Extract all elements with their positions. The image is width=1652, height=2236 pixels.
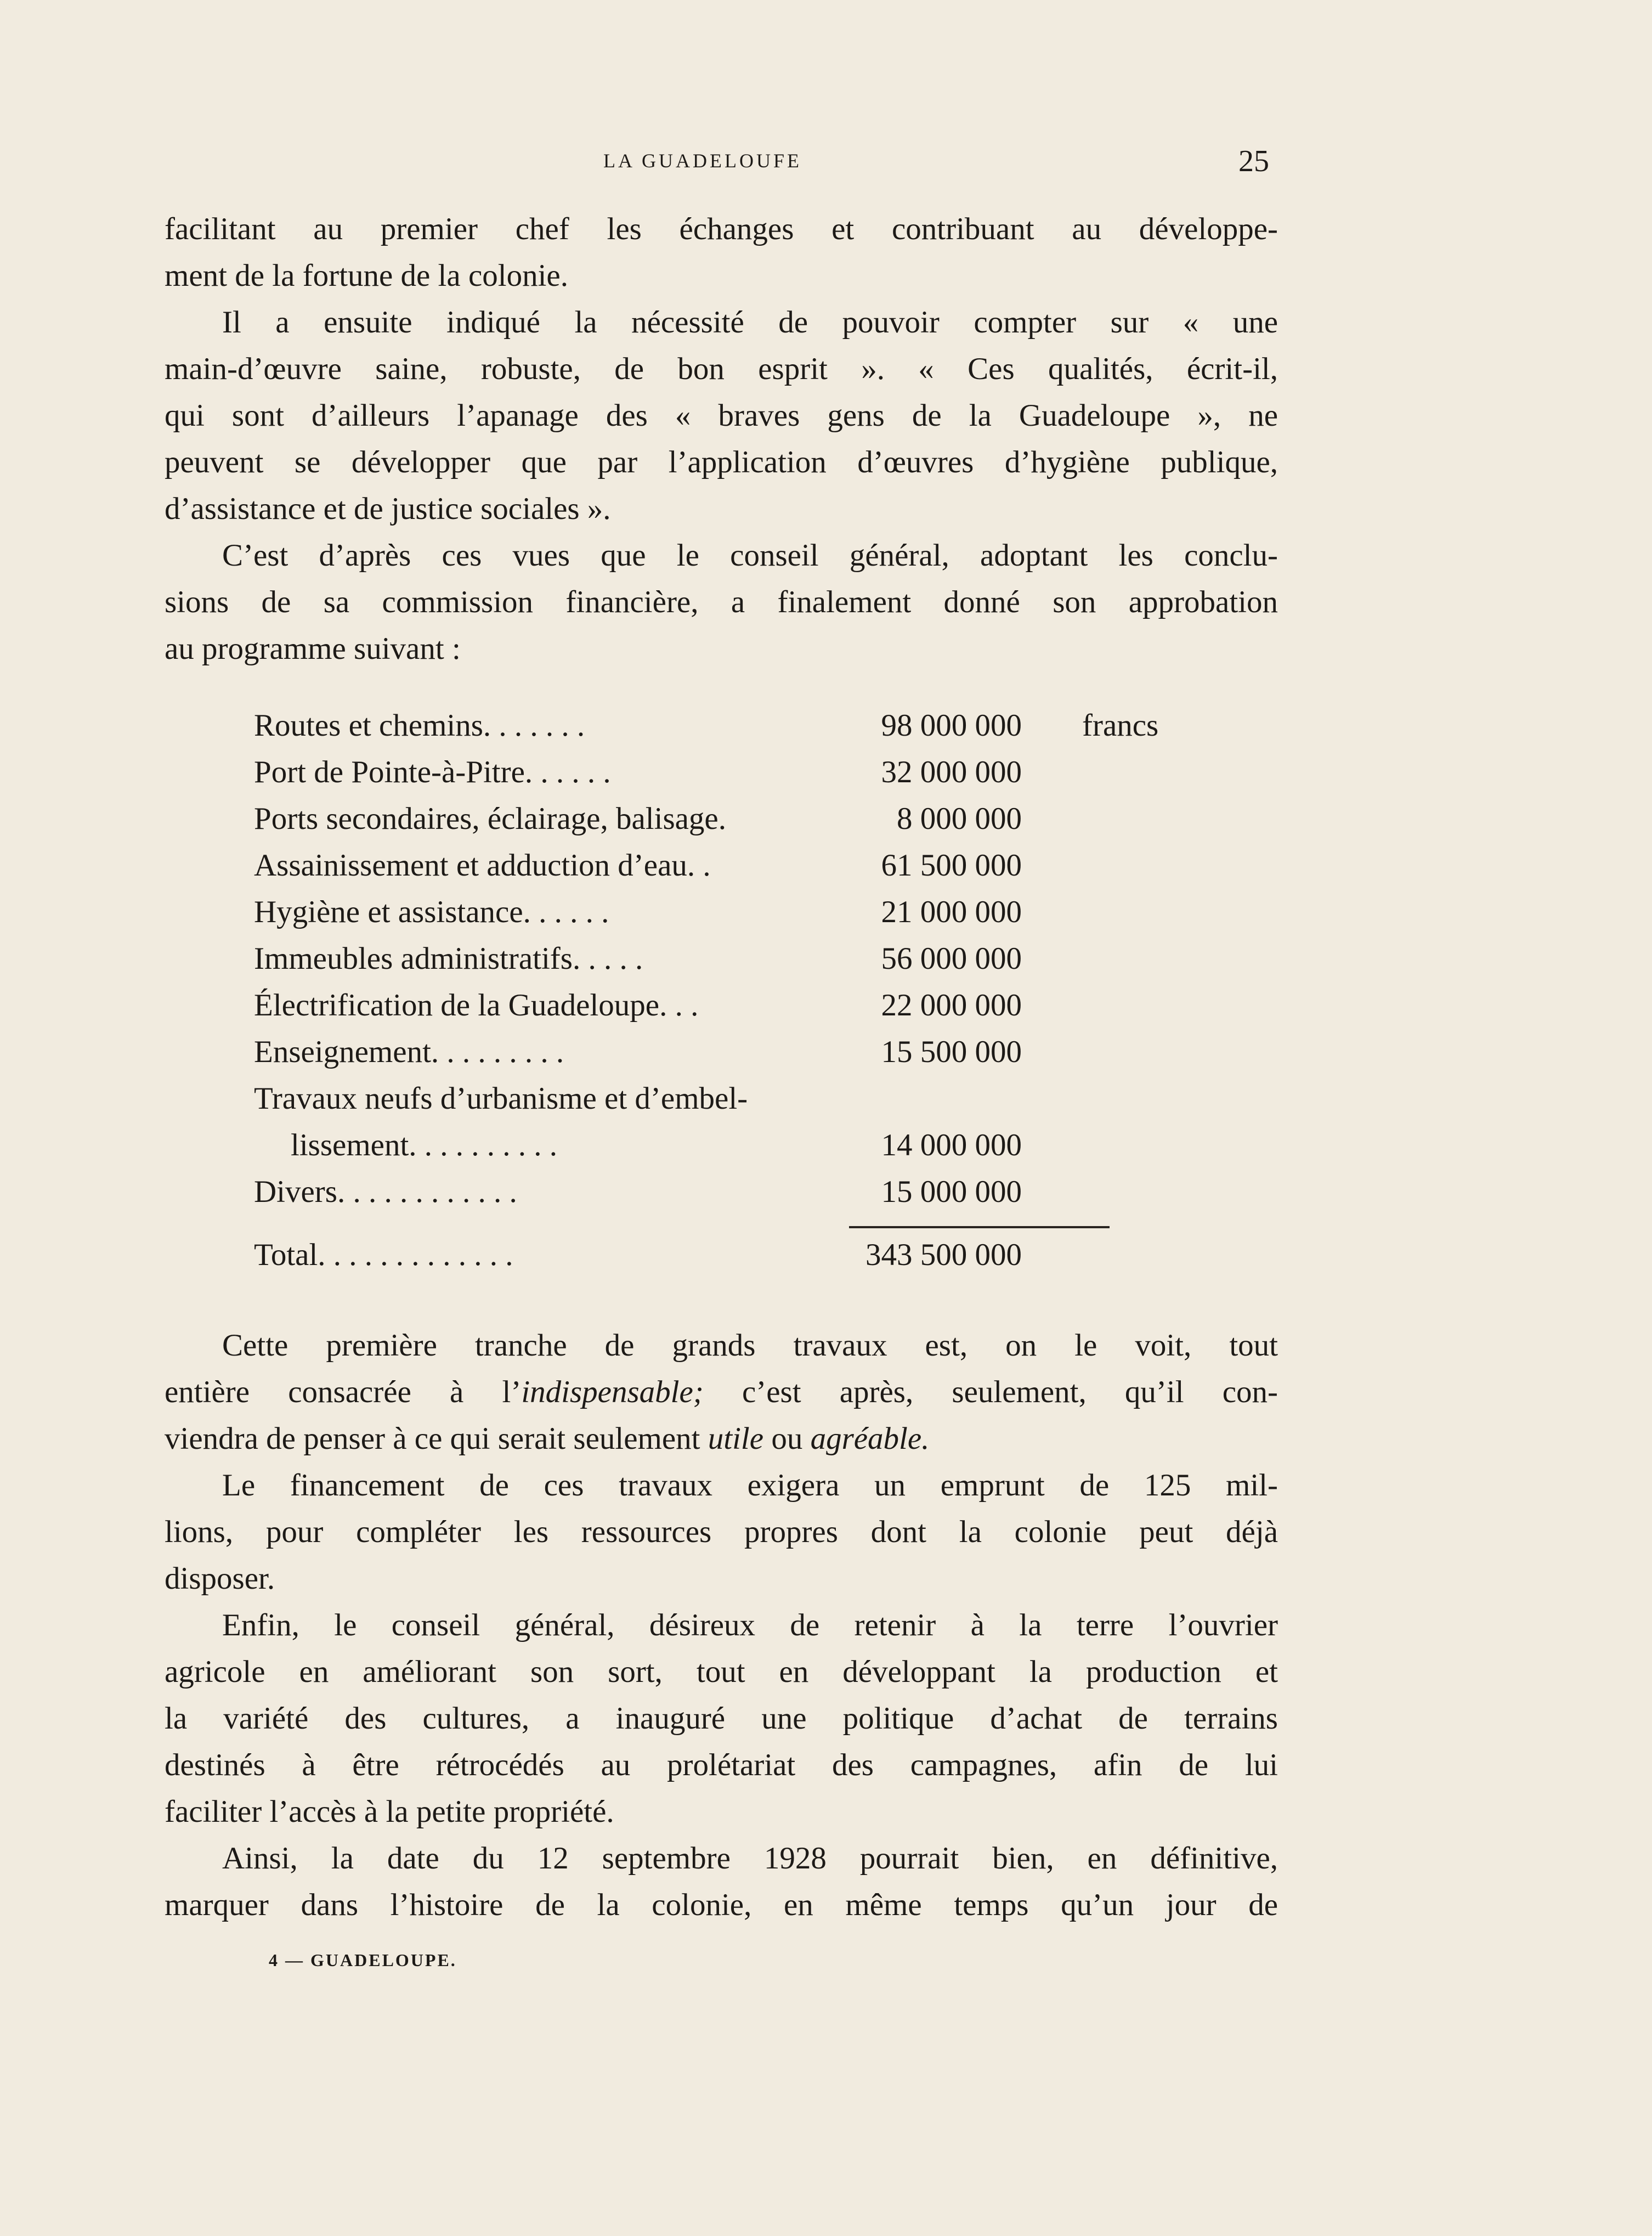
- text-line: Il a ensuite indiqué la nécessité de pouvoir compter sur « une: [222, 305, 1278, 340]
- row-amount: 56 000 000: [881, 941, 1022, 976]
- text-block-top: [165, 206, 1278, 672]
- row-label: Électrification de la Guadeloupe. . .: [254, 988, 699, 1023]
- row-amount: 98 000 000: [881, 708, 1022, 743]
- text-line: C’est d’après ces vues que le conseil général, adoptant les conclu-: [222, 538, 1278, 573]
- row-amount: 22 000 000: [881, 988, 1022, 1023]
- row-label: Hygiène et assistance. . . . . .: [254, 895, 609, 929]
- row-amount: 32 000 000: [881, 755, 1022, 789]
- text-line: lions, pour compléter les ressources propres dont la colonie peut déjà: [165, 1515, 1278, 1549]
- text-line: main-d’œuvre saine, robuste, de bon esprit ». « Ces qualités, écrit-il,: [165, 352, 1278, 386]
- table-row: [254, 1127, 1241, 1174]
- table-row: [254, 1081, 1241, 1127]
- text-line: peuvent se développer que par l’application d’œuvres d’hygiène publique,: [165, 445, 1278, 479]
- text-fragment: ou: [763, 1421, 811, 1456]
- table-row: [254, 708, 1241, 754]
- text-line: Cette première tranche de grands travaux est, on le voit, tout: [222, 1328, 1278, 1363]
- text-line: agricole en améliorant son sort, tout en développant la production et: [165, 1655, 1278, 1689]
- text-line: disposer.: [165, 1561, 275, 1596]
- budget-table: [254, 708, 1241, 1284]
- row-amount: 21 000 000: [881, 895, 1022, 929]
- page-number: 25: [1238, 144, 1269, 178]
- text-line: Ainsi, la date du 12 septembre 1928 pourrait bien, en définitive,: [222, 1841, 1278, 1876]
- table-row: [254, 941, 1241, 987]
- table-row: [254, 987, 1241, 1034]
- emphasis: indispensable;: [521, 1375, 704, 1409]
- row-amount: 61 500 000: [881, 848, 1022, 883]
- row-unit: francs: [1082, 708, 1159, 743]
- row-label: Travaux neufs d’urbanisme et d’embel-: [254, 1081, 748, 1116]
- signature-mark: 4 — GUADELOUPE.: [269, 1950, 457, 1970]
- text-line: la variété des cultures, a inauguré une politique d’achat de terrains: [165, 1701, 1278, 1736]
- text-line: faciliter l’accès à la petite propriété.: [165, 1794, 614, 1829]
- table-row: [254, 801, 1241, 848]
- row-label: Divers. . . . . . . . . . . .: [254, 1175, 517, 1209]
- emphasis: utile: [708, 1421, 764, 1456]
- row-label: Port de Pointe-à-Pitre. . . . . .: [254, 755, 611, 789]
- total-rule: [849, 1226, 1110, 1228]
- text-line: Enfin, le conseil général, désireux de retenir à la terre l’ouvrier: [222, 1608, 1278, 1642]
- total-row: [254, 1237, 1241, 1284]
- running-title: LA GUADELOUFE: [603, 150, 802, 172]
- text-line: [165, 1369, 1278, 1415]
- text-line: sions de sa commission financière, a finalement donné son approbation: [165, 585, 1278, 619]
- row-label: Immeubles administratifs. . . . .: [254, 941, 643, 976]
- row-amount: 14 000 000: [881, 1128, 1022, 1162]
- text-line: d’assistance et de justice sociales ».: [165, 492, 611, 526]
- text-line: marquer dans l’histoire de la colonie, en même temps qu’un jour de: [165, 1888, 1278, 1922]
- text-block-bottom: [165, 1322, 1278, 1928]
- text-line: destinés à être rétrocédés au prolétariat des campagnes, afin de lui: [165, 1748, 1278, 1782]
- text-fragment: c’est après, seulement, qu’il con-: [703, 1375, 1278, 1409]
- table-row: [254, 754, 1241, 801]
- text-fragment: entière consacrée à l’: [165, 1375, 522, 1409]
- text-line: [165, 1415, 1278, 1462]
- running-head: [0, 144, 1652, 182]
- text-line: ment de la fortune de la colonie.: [165, 258, 568, 293]
- row-label: lissement. . . . . . . . . .: [291, 1128, 558, 1162]
- row-label: Routes et chemins. . . . . . .: [254, 708, 585, 743]
- text-line: qui sont d’ailleurs l’apanage des « braves gens de la Guadeloupe », ne: [165, 398, 1278, 433]
- text-line: facilitant au premier chef les échanges et contribuant au développe-: [165, 212, 1278, 246]
- row-amount: 8 000 000: [897, 801, 1022, 836]
- table-row: [254, 848, 1241, 894]
- row-label: Assainissement et adduction d’eau. .: [254, 848, 711, 883]
- row-amount: 15 500 000: [881, 1035, 1022, 1069]
- table-row: [254, 1174, 1241, 1221]
- text-line: au programme suivant :: [165, 631, 461, 666]
- text-line: Le financement de ces travaux exigera un emprunt de 125 mil-: [222, 1468, 1278, 1503]
- table-row: [254, 894, 1241, 941]
- table-row: [254, 1034, 1241, 1081]
- text-fragment: viendra de penser à ce qui serait seulement: [165, 1421, 708, 1456]
- total-amount: 343 500 000: [865, 1238, 1022, 1272]
- total-label: Total. . . . . . . . . . . . .: [254, 1238, 513, 1272]
- row-label: Enseignement. . . . . . . . .: [254, 1035, 564, 1069]
- emphasis: agréable.: [810, 1421, 930, 1456]
- row-amount: 15 000 000: [881, 1175, 1022, 1209]
- row-label: Ports secondaires, éclairage, balisage.: [254, 801, 726, 836]
